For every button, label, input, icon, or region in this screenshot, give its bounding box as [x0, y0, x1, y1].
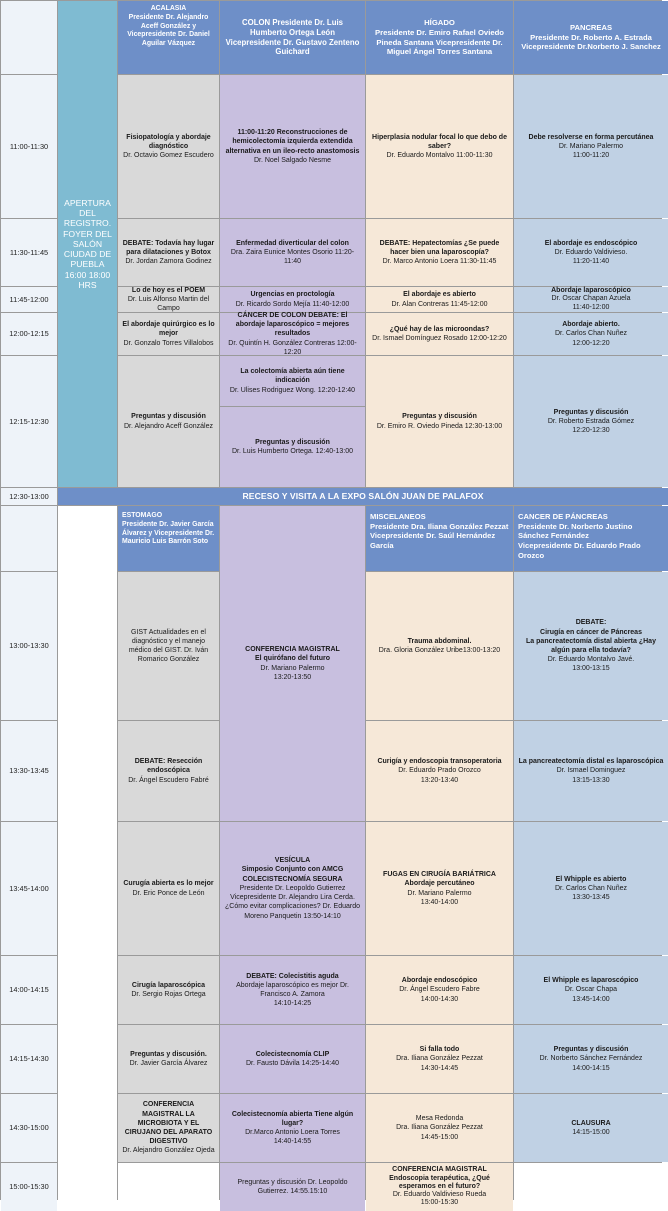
session-speaker: Dr. Gonzalo Torres Villalobos: [123, 339, 214, 347]
session-speaker: Dr. Oscar Chapan Azuela 11:40-12:00: [551, 295, 631, 311]
time-slot: 14:00-14:15: [1, 956, 57, 1024]
session-speaker: Dr. Alan Contreras 11:45-12:00: [391, 300, 488, 308]
header-cancer-pancreas: CANCER DE PÁNCREAS Presidente Dr. Norberto Justino Sánchez Fernández Vicepresidente Dr. Eduardo Prado Orozco: [514, 506, 668, 571]
session-estomago-2: [118, 721, 219, 821]
session-colon-4: [220, 313, 365, 355]
session-higado-5: [366, 356, 513, 487]
session-speaker: Dr. Mariano Palermo 13:20-13:50: [260, 664, 325, 681]
session-speaker: Dr. Eduardo Montalvo Javé. 13:00-13:15: [547, 656, 635, 673]
session-title: El Whipple es laparoscópico: [543, 977, 639, 985]
session-speaker: Dr. Javier García Álvarez: [129, 1060, 208, 1067]
session-title: Curugía abierta es lo mejor: [123, 880, 214, 888]
session-speaker: Dra. Gloria González Uribe13:00-13:20: [378, 647, 501, 654]
session-title: Preguntas y discusión.: [130, 1050, 207, 1058]
session-title: La colectomía abierta aún tiene indicación: [240, 368, 345, 385]
session-title: CONFERENCIA MAGISTRAL Endoscopia terapéutica, ¿Qué esperamos en el futuro?: [389, 1166, 490, 1190]
session-speaker: Dr. Roberto Estrada Gómez 12:20-12:30: [547, 417, 635, 435]
session-speaker: Dr. Eric Ponce de León: [132, 889, 205, 897]
session-speaker: Dr. Marco Antonio Loera 11:30-11:45: [382, 258, 497, 266]
time-slot: 12:00-12:15: [1, 313, 57, 355]
header-miscelaneos: MISCELANEOS Presidente Dra. Iliana González Pezzat Vicepresidente Dr. Saúl Hernández García: [366, 506, 513, 571]
session-estomago-1: [118, 572, 219, 720]
session-speaker: Dr. Ricardo Sordo Mejía 11:40-12:00: [235, 300, 350, 308]
session-title: Enfermedad diverticular del colon: [236, 239, 349, 247]
registration-text: APERTURA DEL REGISTRO. FOYER DEL SALÓN CIUDAD DE PUEBLA 16:00 18:00 HRS: [63, 197, 112, 291]
session-higado-3: [366, 287, 513, 312]
session-estomago-6: [118, 1094, 219, 1162]
session-speaker: Dr. Octavio Gomez Escudero: [123, 152, 214, 160]
session-speaker: Dr. Mariano Palermo 13:40-14:00: [407, 889, 472, 906]
session-title: CONFERENCIA MAGISTRAL El quirófano del futuro: [245, 646, 340, 663]
session-colon-1: [220, 75, 365, 218]
session-clip: [220, 1025, 365, 1093]
session-title: Trauma abdominal.: [407, 637, 472, 645]
session-speaker: Dr. Ismael Domínguez Rosado 12:00-12:20: [372, 335, 507, 342]
session-misc-1: [366, 572, 513, 720]
session-misc-4: [366, 956, 513, 1024]
session-title: Urgencias en proctología: [250, 291, 335, 299]
session-misc-6: [366, 1094, 513, 1162]
time-slot: 13:30-13:45: [1, 721, 57, 821]
session-higado-4: [366, 313, 513, 355]
session-speaker: 14:15-15:00: [572, 1129, 610, 1136]
session-acalasia-1: [118, 75, 219, 218]
session-title: DEBATE: Resección endoscópica: [134, 758, 203, 775]
session-speaker: Dr. Eduardo Prado Orozco 13:20-13:40: [398, 767, 481, 784]
session-vesicula: [220, 822, 365, 955]
session-title: Debe resolverse en forma percutánea: [528, 133, 654, 141]
session-title: Preguntas y discusión: [255, 438, 330, 446]
time-slot: 13:00-13:30: [1, 572, 57, 720]
session-title: GIST Actualidades en el diagnóstico y el manejo médico del GIST. Dr. Iván Romarico González: [128, 628, 209, 664]
session-title: FUGAS EN CIRUGÍA BARIÁTRICA Abordaje percutáneo: [383, 871, 496, 888]
session-title: Preguntas y discusión: [402, 413, 477, 421]
session-estomago-3: [118, 822, 219, 955]
session-title: CÁNCER DE COLON DEBATE: El abordaje laparoscópico = mejores resultados: [235, 311, 350, 338]
session-estomago-5: [118, 1025, 219, 1093]
time-slot: 13:45-14:00: [1, 822, 57, 955]
header-colon: COLON Presidente Dr. Luis Humberto Ortega León Vicepresidente Dr. Gustavo Zenteno Guichard: [220, 1, 365, 74]
session-speaker: Dr. Fausto Dávila 14:25-14:40: [246, 1060, 339, 1067]
session-title: Si falla todo: [419, 1046, 460, 1054]
session-speaker: Dr. Noel Salgado Nesme: [253, 156, 332, 164]
conferencia-quirofano-futuro: [220, 506, 365, 821]
session-title: El abordaje quirúrgico es lo mejor: [122, 321, 215, 338]
session-preguntas-colon2: [220, 1163, 365, 1211]
session-title: Mesa Redonda Dra. Iliana González Pezzat 14:45-15:00: [396, 1115, 483, 1141]
session-speaker: Dr. Ángel Escudero Fabre 14:00-14:30: [399, 986, 480, 1003]
session-clausura: [514, 1094, 668, 1162]
session-misc-3: [366, 822, 513, 955]
session-speaker: Dr. Alejandro González Ojeda: [122, 1147, 215, 1155]
session-title: Preguntas y discusión Dr. Leopoldo Gutierrez. 14:55.15:10: [237, 1178, 348, 1195]
session-speaker: Dr. Jordan Zamora Godinez: [125, 258, 212, 266]
session-title: Colecistecnomía abierta Tiene algún lugar?: [231, 1110, 354, 1127]
session-title: Preguntas y discusión: [131, 413, 206, 421]
header-estomago: ESTOMAGO Presidente Dr. Javier García Álvarez y Vicepresidente Dr. Mauricio Luis Barrón Soto: [118, 506, 219, 571]
header-acalasia: ACALASIA Presidente Dr. Alejandro Aceff González y Vicepresidente Dr. Daniel Aguilar Vázquez: [118, 1, 219, 74]
time-slot: 11:45-12:00: [1, 287, 57, 312]
session-title: VESÍCULA Simposio Conjunto con AMCG COLECISTECNOMÍA SEGURA: [241, 857, 344, 883]
session-speaker: Dr. Oscar Chapa 13:45-14:00: [564, 986, 618, 1003]
session-higado-1: [366, 75, 513, 218]
session-speaker: Dr. Eduardo Valdivieso. 11:20-11:40: [554, 248, 628, 266]
session-misc-2: [366, 721, 513, 821]
session-title: Abordaje laparoscópico: [551, 287, 631, 295]
time-header-blank: [1, 506, 57, 571]
session-speaker: Dr. Norberto Sánchez Fernández 14:00-14:15: [539, 1055, 643, 1072]
session-speaker: Dra. Zaira Eunice Montes Osorio 11:20-11:40: [230, 248, 355, 266]
session-acalasia-2: [118, 219, 219, 286]
session-higado-2: [366, 219, 513, 286]
header-higado: HÍGADO Presidente Dr. Emiro Rafael Oviedo Pineda Santana Vicepresidente Dr. Miguel Ángel Torres Santana: [366, 1, 513, 74]
session-speaker: Dr. Mariano Palermo 11:00-11:20: [558, 142, 624, 160]
empty-column: [58, 506, 117, 1211]
time-header-blank: [1, 1, 57, 74]
session-title: 11:00-11:20 Reconstrucciones de hemicolectomía izquierda extendida alternativa en un ileo-recto anastomosis: [225, 129, 360, 155]
session-colon-5a: [220, 356, 365, 406]
session-title: Abordaje abierto.: [562, 321, 620, 329]
session-title: El Whipple es abierto: [555, 875, 627, 883]
session-title: Colecistecnomía CLIP: [255, 1050, 330, 1058]
session-speaker: Dr. Ulises Rodriguez Wong. 12:20-12:40: [229, 386, 356, 394]
session-speaker: Dr. Carlos Chan Nuñez 12:00-12:20: [555, 330, 627, 347]
session-cp-1: [514, 572, 668, 720]
session-estomago-4: [118, 956, 219, 1024]
session-speaker: Presidente Dr. Leopoldo Gutierrez Vicepresidente Dr. Alejandro Lira Cerda. ¿Cómo evitar complicaciones? Dr. Eduardo Moreno Panquetin 13:50-14:10: [224, 884, 360, 920]
session-title: Lo de hoy es el POEM: [131, 286, 206, 294]
session-speaker: Dr. Luis Alfonso Martin del Campo: [127, 295, 210, 313]
session-speaker: Abordaje laparoscópico es mejor Dr. Francisco A. Zamora 14:10-14:25: [236, 981, 349, 1008]
time-slot: 15:00-15:30: [1, 1163, 57, 1211]
empty-cell: [118, 1163, 219, 1211]
time-slot: 11:00-11:30: [1, 75, 57, 218]
time-slot: 12:15-12:30: [1, 356, 57, 487]
registration-opening: [58, 1, 117, 487]
session-speaker: Dr. Alejandro Aceff González: [124, 422, 213, 430]
session-colon-5b: [220, 407, 365, 487]
header-pancreas: PANCREAS Presidente Dr. Roberto A. Estrada Vicepresidente Dr.Norberto J. Sanchez: [514, 1, 668, 74]
session-acalasia-5: [118, 356, 219, 487]
session-title: Curigía y endoscopia transoperatoria: [377, 758, 502, 766]
session-colon-3: [220, 287, 365, 312]
session-colecistitis: [220, 956, 365, 1024]
empty-cell: [514, 1163, 668, 1211]
receso-banner: RECESO Y VISITA A LA EXPO SALÓN JUAN DE PALAFOX: [58, 488, 668, 505]
session-speaker: Dr. Luis Humberto Ortega. 12:40-13:00: [231, 448, 353, 455]
session-title: DEBATE: Colecistitis aguda: [246, 972, 339, 980]
session-acalasia-3: [118, 287, 219, 312]
session-pancreas-1: [514, 75, 668, 218]
session-title: DEBATE: Hepatectomías ¿Se puede hacer bien una laparoscopía?: [379, 239, 500, 256]
session-speaker: Dra. Iliana González Pezzat 14:30-14:45: [396, 1055, 483, 1072]
session-title: ¿Qué hay de las microondas?: [389, 325, 490, 333]
session-pancreas-3: [514, 287, 668, 312]
session-speaker: Dr. Ángel Escudero Fabré: [128, 776, 209, 784]
session-colon-2: [220, 219, 365, 286]
session-acalasia-4: [118, 313, 219, 355]
session-title: La pancreatectomía distal es laparoscópica: [518, 758, 664, 766]
session-cp-2: [514, 721, 668, 821]
session-speaker: Dr. Eduardo Montalvo 11:00-11:30: [386, 152, 493, 160]
session-title: DEBATE: Cirugía en cáncer de Páncreas La pancreatectomía distal abierta ¿Hay algún para ella todavía?: [526, 619, 656, 654]
session-title: Fisiopatología y abordaje diagnóstico: [126, 133, 211, 150]
time-slot: 11:30-11:45: [1, 219, 57, 286]
session-speaker: Dr. Quintín H. González Contreras 12:00-12:20: [228, 339, 357, 356]
session-colecistectomia-abierta: [220, 1094, 365, 1162]
session-misc-5: [366, 1025, 513, 1093]
session-title: El abordaje es endoscópico: [544, 239, 638, 247]
session-title: Cirugía laparoscópica: [131, 981, 206, 989]
session-speaker: Dr.Marco Antonio Loera Torres 14:40-14:55: [245, 1129, 340, 1146]
session-cp-3: [514, 822, 668, 955]
time-slot: 12:30-13:00: [1, 488, 57, 505]
session-title: Abordaje endoscópico: [401, 977, 478, 985]
session-speaker: Dr. Carlos Chan Nuñez 13:30-13:45: [555, 884, 627, 902]
session-speaker: Dr. Emiro R. Oviedo Pineda 12:30-13:00: [376, 422, 503, 430]
session-title: Hiperplasia nodular focal lo que debo de saber?: [372, 133, 507, 150]
session-title: El abordaje es abierto: [403, 291, 476, 299]
time-slot: 14:30-15:00: [1, 1094, 57, 1162]
session-speaker: Dr. Ismael Dominguez 13:15-13:30: [556, 767, 626, 784]
session-misc-7: [366, 1163, 513, 1211]
session-cp-5: [514, 1025, 668, 1093]
session-title: DEBATE: Todavía hay lugar para dilataciones y Botox: [122, 239, 215, 256]
session-title: CLAUSURA: [571, 1119, 611, 1127]
session-pancreas-5: [514, 356, 668, 487]
session-speaker: Dr. Sergio Rojas Ortega: [131, 991, 206, 998]
session-title: Preguntas y discusión: [553, 408, 629, 416]
session-title: CONFERENCIA MAGISTRAL LA MICROBIOTA Y EL CIRUJANO DEL APARATO DIGESTIVO: [124, 1101, 213, 1146]
session-pancreas-4: [514, 313, 668, 355]
session-pancreas-2: [514, 219, 668, 286]
session-title: Preguntas y discusión: [553, 1046, 629, 1054]
session-speaker: Dr. Eduardo Valdivieso Rueda 15:00-15:30: [392, 1191, 487, 1207]
session-cp-4: [514, 956, 668, 1024]
time-slot: 14:15-14:30: [1, 1025, 57, 1093]
